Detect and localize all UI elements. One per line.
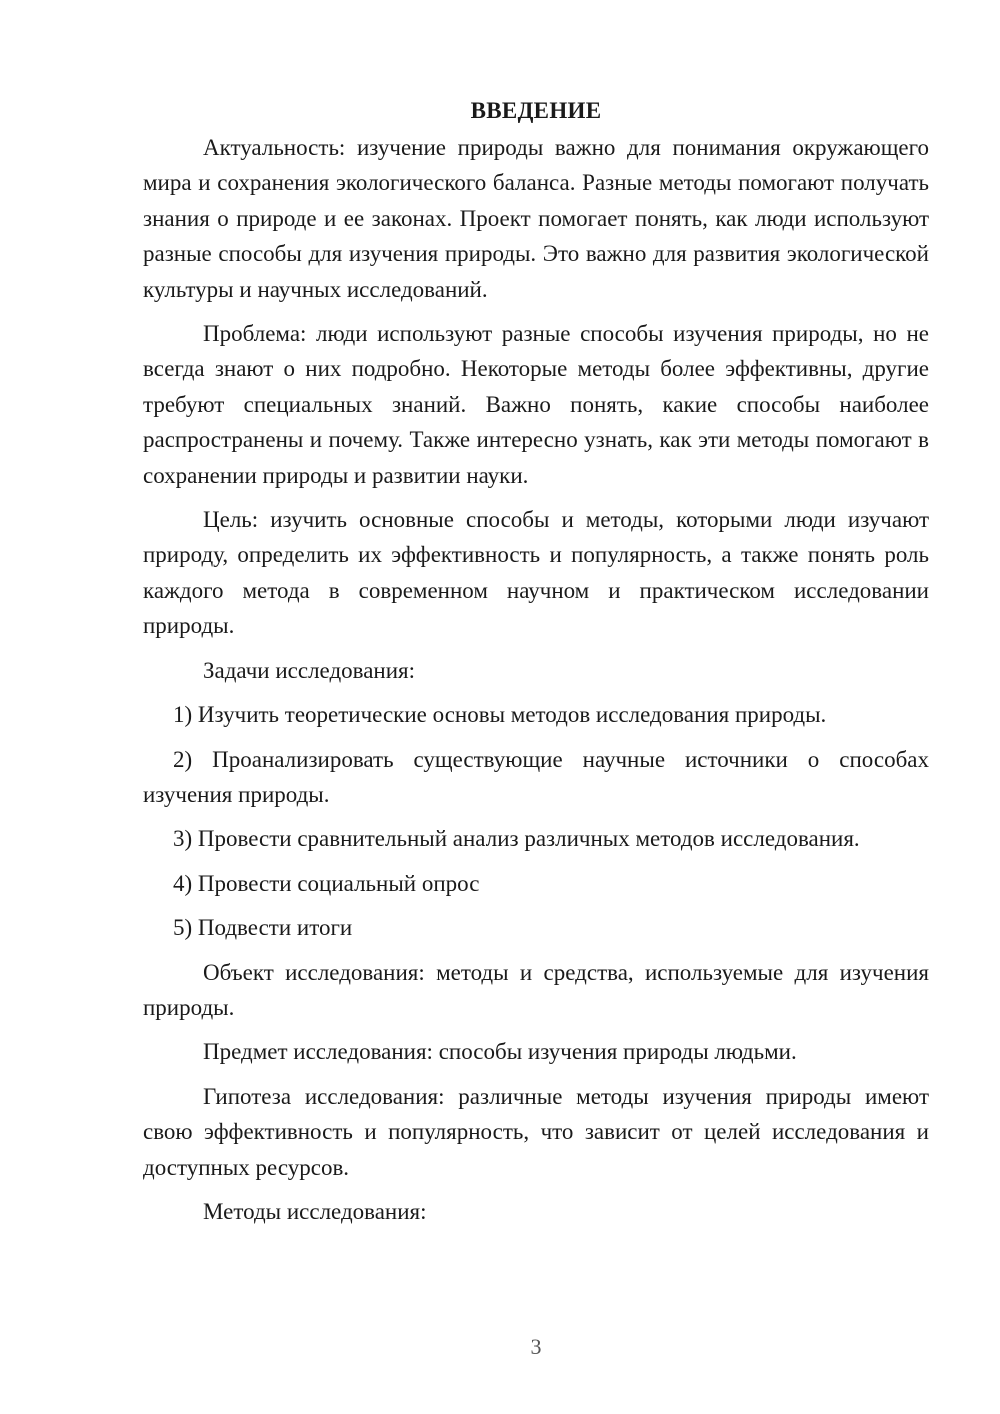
section-title: ВВЕДЕНИЕ	[470, 98, 602, 123]
subject-paragraph: Предмет исследования: способы изучения природы людьми.	[203, 1039, 797, 1065]
task-item: 5) Подвести итоги	[173, 915, 353, 941]
task-item: 3) Провести сравнительный анализ различных методов исследования.	[173, 826, 860, 852]
hypothesis-paragraph: Гипотеза исследования: различные методы изучения природы имеют свою эффективность и популярность, что зависит от целей исследования и доступных ресурсов.	[143, 1083, 929, 1180]
tasks-heading: Задачи исследования:	[203, 657, 416, 683]
page-content	[143, 96, 929, 1238]
task-item: 2) Проанализировать существующие научные источники о способах изучения природы.	[143, 746, 929, 807]
page-number: 3	[530, 1334, 542, 1359]
methods-heading: Методы исследования:	[203, 1198, 427, 1224]
object-paragraph: Объект исследования: методы и средства, используемые для изучения природы.	[143, 959, 929, 1020]
relevance-paragraph: Актуальность: изучение природы важно для понимания окружающего мира и сохранения экологического баланса. Разные методы помогают получать знания о природе и ее законах. Проект помогает понять, как люди используют разные способы для изучения природы. Это важно для развития экологической культуры и научных исследований.	[143, 135, 929, 302]
problem-paragraph: Проблема: люди используют разные способы изучения природы, но не всегда знают о них подробно. Некоторые методы более эффективны, другие требуют специальных знаний. Важно понять, какие способы наиболее распространены и почему. Также интересно узнать, как эти методы помогают в сохранении природы и развитии науки.	[143, 321, 929, 488]
task-item: 1) Изучить теоретические основы методов исследования природы.	[173, 702, 827, 728]
task-item: 4) Провести социальный опрос	[173, 870, 480, 896]
goal-paragraph: Цель: изучить основные способы и методы, которыми люди изучают природу, определить их эффективность и популярность, а также понять роль каждого метода в современном научном и практическом исследовании природы.	[143, 507, 929, 639]
